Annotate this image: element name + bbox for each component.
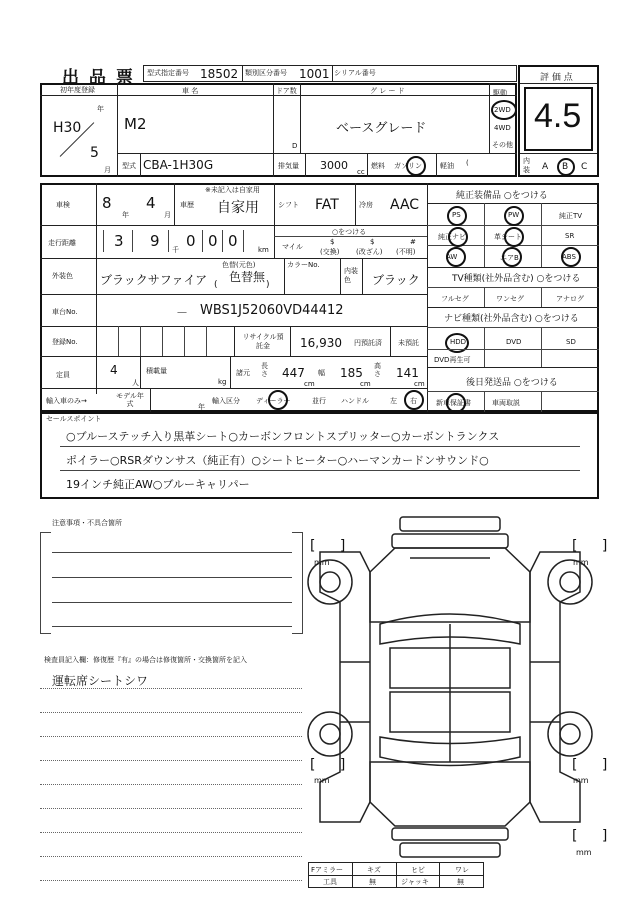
category-no-label: 類別区分番号 (245, 69, 287, 77)
bracket-fl: [ ] (310, 538, 356, 554)
after-manual: 車両取説 (492, 399, 520, 407)
year-unit: 年 (97, 105, 104, 113)
height-value: 141 (396, 366, 419, 380)
recycle-deposited: 円預託済 (354, 339, 382, 347)
recycle-amount: 16,930 (300, 336, 342, 350)
mm-spare: mm (576, 848, 592, 857)
doors-d: D (292, 142, 298, 150)
mark-tamper: $ (370, 238, 375, 246)
legend-jack: ジャッキ (401, 878, 429, 886)
shift-label: シフト (278, 201, 299, 209)
mileage-opt-swap: (交換) (320, 248, 340, 256)
legend-mirror: Fアミラー (311, 866, 344, 874)
mm-rr: mm (573, 776, 589, 785)
mileage-opt-tamper: (改ざん) (356, 248, 383, 256)
height-unit: cm (414, 380, 425, 388)
exterior-color-label: 外装色 (52, 272, 73, 280)
thousand-unit: 千 (172, 246, 179, 254)
legend-jack-value: 無 (457, 878, 464, 886)
light-oil-label: 軽油 (440, 162, 454, 170)
reg-no-label: 登録No. (52, 338, 78, 346)
equipment-title: 純正装備品 ○をつける (456, 191, 548, 201)
navi-title: ナビ種類(社外品含む) ○をつける (444, 314, 579, 324)
first-reg-year: H30 (53, 120, 82, 136)
legend-break: ワレ (455, 866, 469, 874)
recycle-not: 未預託 (398, 339, 419, 347)
dims-label: 諸元 (236, 369, 250, 377)
score-box (518, 65, 599, 177)
equip-leather: 革シート (494, 233, 522, 241)
import-parallel: 並行 (312, 397, 326, 405)
ac-label: 冷房 (359, 201, 373, 209)
tv-oneseg: ワンセグ (496, 295, 524, 303)
navi-hdd: HDD (450, 338, 467, 346)
fuel-value: ガソリン (394, 162, 422, 170)
interior-color-label: 内装色 (344, 267, 358, 284)
interior-grade-a: A (542, 162, 549, 172)
year-unit-import: 年 (198, 403, 205, 411)
score-value: 4.5 (534, 97, 582, 135)
drive-other: その他 (492, 141, 513, 149)
bracket-rr: [ ] (572, 757, 618, 773)
length-value: 447 (282, 366, 305, 380)
mileage-digit-1: 3 (114, 232, 124, 250)
inspect-year-unit: 年 (122, 211, 129, 219)
model-year-label: モデル年式 (116, 392, 144, 408)
score-label: 評 価 点 (540, 73, 573, 83)
header-id-row (143, 65, 517, 82)
interior-color: ブラック (372, 273, 420, 287)
recycle-label: リサイクル預託金 (242, 333, 284, 350)
month-unit: 月 (104, 166, 111, 174)
equip-tv: 純正TV (559, 212, 583, 220)
inspector-label: 検査員記入欄：修復歴『有』の場合は修復箇所・交換箇所を記入 (44, 656, 247, 664)
exterior-color: ブラックサファイア (100, 273, 208, 287)
equip-sr: SR (565, 232, 575, 240)
serial-no-label: シリアル番号 (334, 69, 376, 77)
mileage-digit-4: 0 (208, 232, 218, 250)
type-designation-value: 18502 (200, 67, 239, 81)
vin-value: WBS1J52060VD44412 (200, 303, 344, 318)
import-label: 輸入車のみ→ (46, 397, 87, 405)
length-label: 長さ (261, 362, 268, 378)
drive-label: 駆動 (493, 89, 507, 97)
legend-tools: 工具 (323, 878, 337, 886)
vin-dash: － (176, 306, 189, 320)
handle-right: 右 (410, 397, 417, 405)
interior-grade-c: C (581, 162, 588, 172)
width-unit: cm (360, 380, 371, 388)
width-value: 185 (340, 366, 363, 380)
height-label: 高さ (374, 362, 381, 378)
handle-label: ハンドル (341, 397, 369, 405)
handle-left: 左 (390, 397, 397, 405)
model-value: CBA-1H30G (143, 158, 214, 172)
capacity-value: 4 (110, 363, 118, 377)
usage-label: 車歴 (180, 201, 194, 209)
first-reg-label: 初年度登録 (60, 86, 95, 94)
capacity-label: 定員 (56, 371, 70, 379)
tv-title: TV種類(社外品含む) ○をつける (452, 274, 581, 284)
car-body-diagram (300, 512, 600, 862)
selling-point-line-1: ○ブルーステッチ入り黒革シート○カーボンフロントスプリッター○カーボントランクス (66, 430, 500, 443)
import-dealer: ディーラー (256, 397, 291, 405)
bracket-rl: [ ] (310, 757, 356, 773)
bracket-spare: [ ] (572, 828, 618, 844)
doors-label: ドア数 (276, 87, 297, 95)
drive-2wd: 2WD (494, 106, 511, 114)
equip-abs: ABS (562, 253, 576, 261)
mm-fr: mm (573, 558, 589, 567)
selling-point-line-2: ポイラー○RSRダウンサス（純正有）○シートヒーター○ハーマンカードンサウンド○ (66, 454, 489, 467)
after-warranty: 新車保証書 (436, 399, 471, 407)
ac-value: AAC (390, 197, 420, 213)
shift-value: FAT (315, 197, 339, 213)
kg-unit: kg (218, 378, 227, 386)
displacement-value: 3000 (320, 159, 348, 172)
model-label: 型式 (122, 162, 136, 170)
inspect-year: 8 (102, 194, 112, 212)
selling-point-line-3: 19インチ純正AW○ブルーキャリパー (66, 478, 250, 491)
paren-close: ) (266, 280, 270, 290)
mileage-opt-unknown: (不明) (396, 248, 416, 256)
inspector-note: 運転席シートシワ (52, 674, 149, 688)
legend-scratch: キズ (367, 866, 381, 874)
mark-unknown: # (410, 238, 416, 246)
paren-open: ( (214, 280, 218, 290)
equip-airbag: エアB (500, 254, 519, 262)
equip-pw: PW (508, 211, 520, 219)
inspect-month-unit: 月 (164, 211, 171, 219)
navi-dvd: DVD (506, 338, 522, 346)
color-change-value: 色替無 (229, 270, 266, 284)
usage-note: ※未記入は自家用 (205, 186, 260, 194)
displacement-label: 排気量 (278, 162, 299, 170)
mark-swap: $ (330, 238, 335, 246)
dvd-playback: DVD再生可 (434, 356, 471, 364)
category-no-value: 1001 (299, 67, 330, 81)
tv-analog: アナログ (556, 295, 584, 303)
selling-points-label: セールスポイント (46, 415, 102, 423)
light-oil-paren: ( (466, 159, 469, 167)
inspect-label: 車検 (56, 201, 70, 209)
legend-crack: ヒビ (411, 866, 425, 874)
sheet-title: 出 品 票 (62, 68, 135, 88)
vin-label: 車台No. (52, 308, 78, 316)
load-label: 積載量 (146, 367, 167, 375)
import-cat-label: 輸入区分 (212, 397, 240, 405)
caution-label: 注意事項・不具合箇所 (52, 519, 122, 527)
usage-value: 自家用 (217, 200, 259, 216)
cc-unit: cc (357, 168, 365, 176)
bracket-fr: [ ] (572, 538, 618, 554)
mileage-digit-5: 0 (228, 232, 238, 250)
equip-aw: AW (446, 253, 458, 261)
type-designation-label: 型式指定番号 (147, 69, 189, 77)
navi-sd: SD (566, 338, 576, 346)
color-no-label: カラーNo. (287, 261, 320, 269)
mm-rl: mm (314, 776, 330, 785)
color-change-label: 色替(元色) (222, 261, 256, 269)
length-unit: cm (304, 380, 315, 388)
first-reg-month: 5 (90, 145, 99, 161)
km-unit: km (258, 246, 269, 254)
equip-ps: PS (452, 211, 461, 219)
mm-fl: mm (314, 558, 330, 567)
grade-value: ベースグレード (336, 121, 427, 136)
mileage-circle-note: ○をつける (332, 228, 367, 236)
legend-tools-value: 無 (369, 878, 376, 886)
mileage-digit-2: 9 (150, 232, 160, 250)
after-title: 後日発送品 ○をつける (466, 378, 558, 388)
width-label: 幅 (318, 369, 325, 377)
mileage-digit-3: 0 (186, 232, 196, 250)
tv-fullseg: フルセグ (441, 295, 469, 303)
fuel-label: 燃料 (371, 162, 385, 170)
mileage-opt-mile: マイル (282, 243, 303, 251)
interior-label: 内装 (523, 157, 530, 174)
car-name: M2 (124, 115, 147, 133)
interior-grade-b: B (562, 162, 569, 172)
legend-table (308, 862, 484, 888)
grade-label: グ レ ー ド (370, 87, 405, 95)
inspect-month: 4 (146, 194, 156, 212)
drive-4wd: 4WD (494, 124, 511, 132)
car-name-label: 車 名 (182, 87, 199, 95)
mileage-label: 走行距離 (48, 239, 76, 247)
equip-navi: 純正ナビ (438, 233, 466, 241)
capacity-unit: 人 (132, 379, 139, 387)
